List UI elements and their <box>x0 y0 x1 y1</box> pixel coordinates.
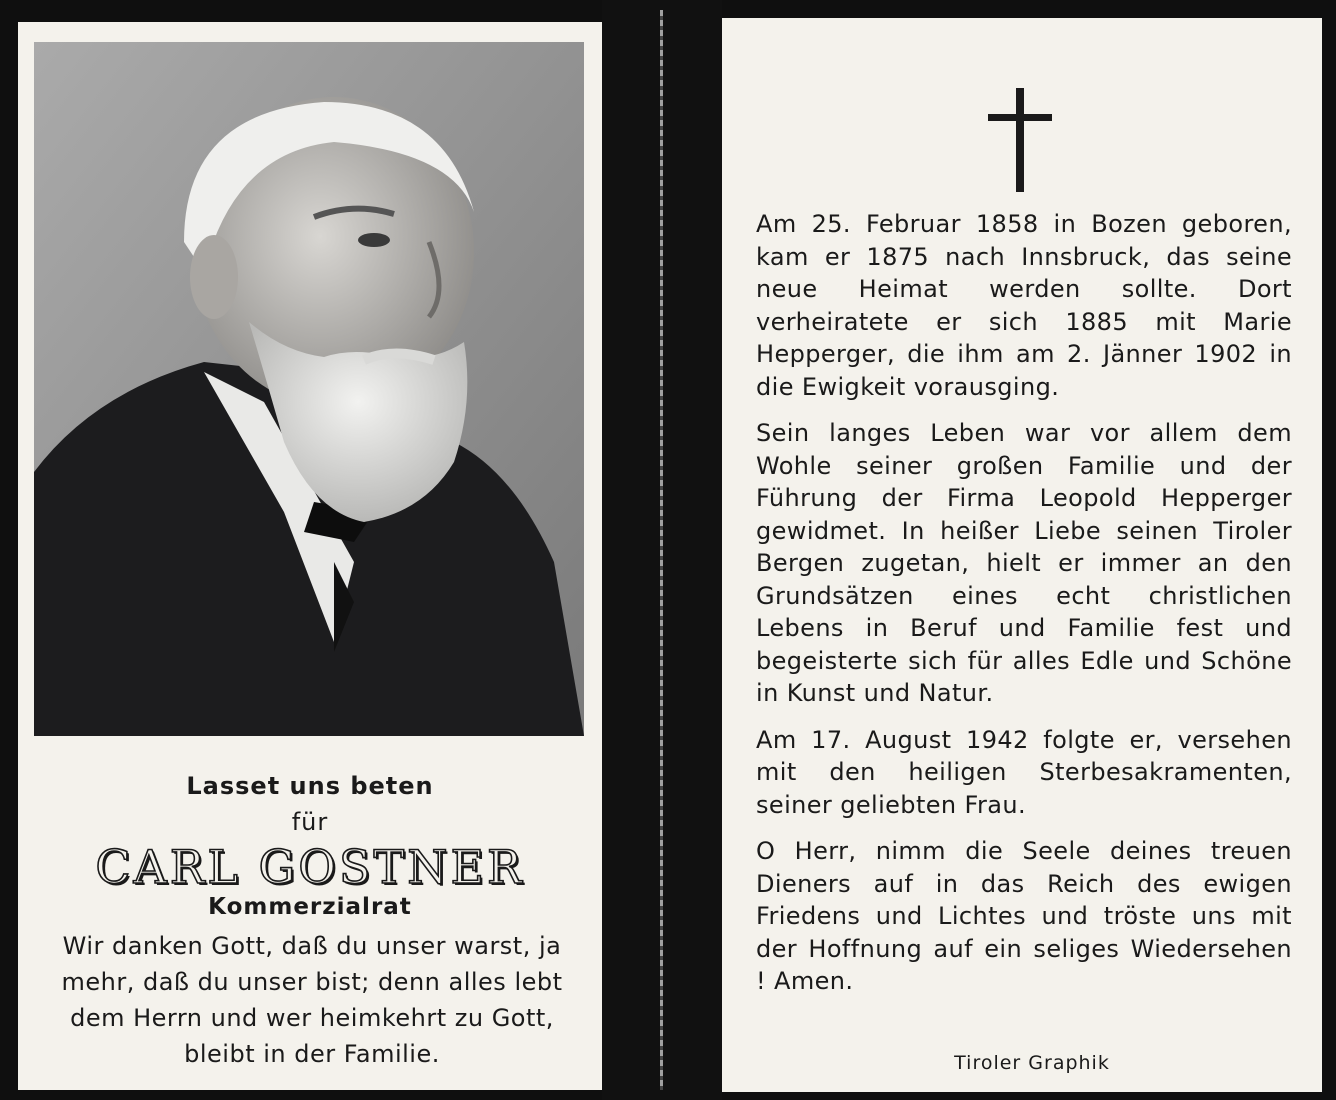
fold-stitching <box>660 10 663 1090</box>
portrait-photo <box>34 42 584 736</box>
bio-paragraph-death: Am 17. August 1942 folgte er, versehen mit den heiligen Sterbesakramenten, seiner geliebten Frau. <box>756 725 1292 819</box>
deceased-title: Kommerzialrat <box>208 894 412 920</box>
card-right-panel <box>722 18 1322 1092</box>
deceased-name: CARL GOSTNER <box>95 840 525 894</box>
bio-paragraph-birth: Am 25. Februar 1858 in Bozen geboren, kam er 1875 nach Innsbruck, das seine neue Heimat werden sollte. Dort verheiratete er sich 1885 mit Marie Hepperger, die ihm am 2. Jänner 1902 in die Ewigkeit vorausging. <box>756 210 1292 401</box>
prayer-heading: Lasset uns beten <box>186 772 434 800</box>
biography <box>756 208 1292 1012</box>
bio-paragraph-prayer: O Herr, nimm die Seele deines treuen Dieners auf in das Reich des ewigen Friedens und Lichtes und tröste uns mit der Hoffnung auf ein seliges Wiedersehen ! Amen. <box>756 837 1292 995</box>
cross-icon <box>988 88 1052 192</box>
bio-paragraph-life: Sein langes Leben war vor allem dem Wohle seiner großen Familie und der Führung der Firma Leopold Hepperger gewidmet. In heißer Liebe seinen Tiroler Bergen zugetan, hielt er immer an den Grundsätzen eines echt christlichen Lebens in Beruf und Familie fest und begeisterte sich für alles Edle und Schöne in Kunst und Natur. <box>756 419 1292 707</box>
portrait-illustration <box>34 42 584 736</box>
memorial-verse: Wir danken Gott, daß du unser warst, ja mehr, daß du unser bist; denn alles lebt dem Herrn und wer heimkehrt zu Gott, bleibt in der Familie. <box>61 932 563 1068</box>
printer-credit: Tiroler Graphik <box>954 1052 1110 1074</box>
preposition-text: für <box>291 808 329 836</box>
card-left-panel <box>18 22 602 1090</box>
